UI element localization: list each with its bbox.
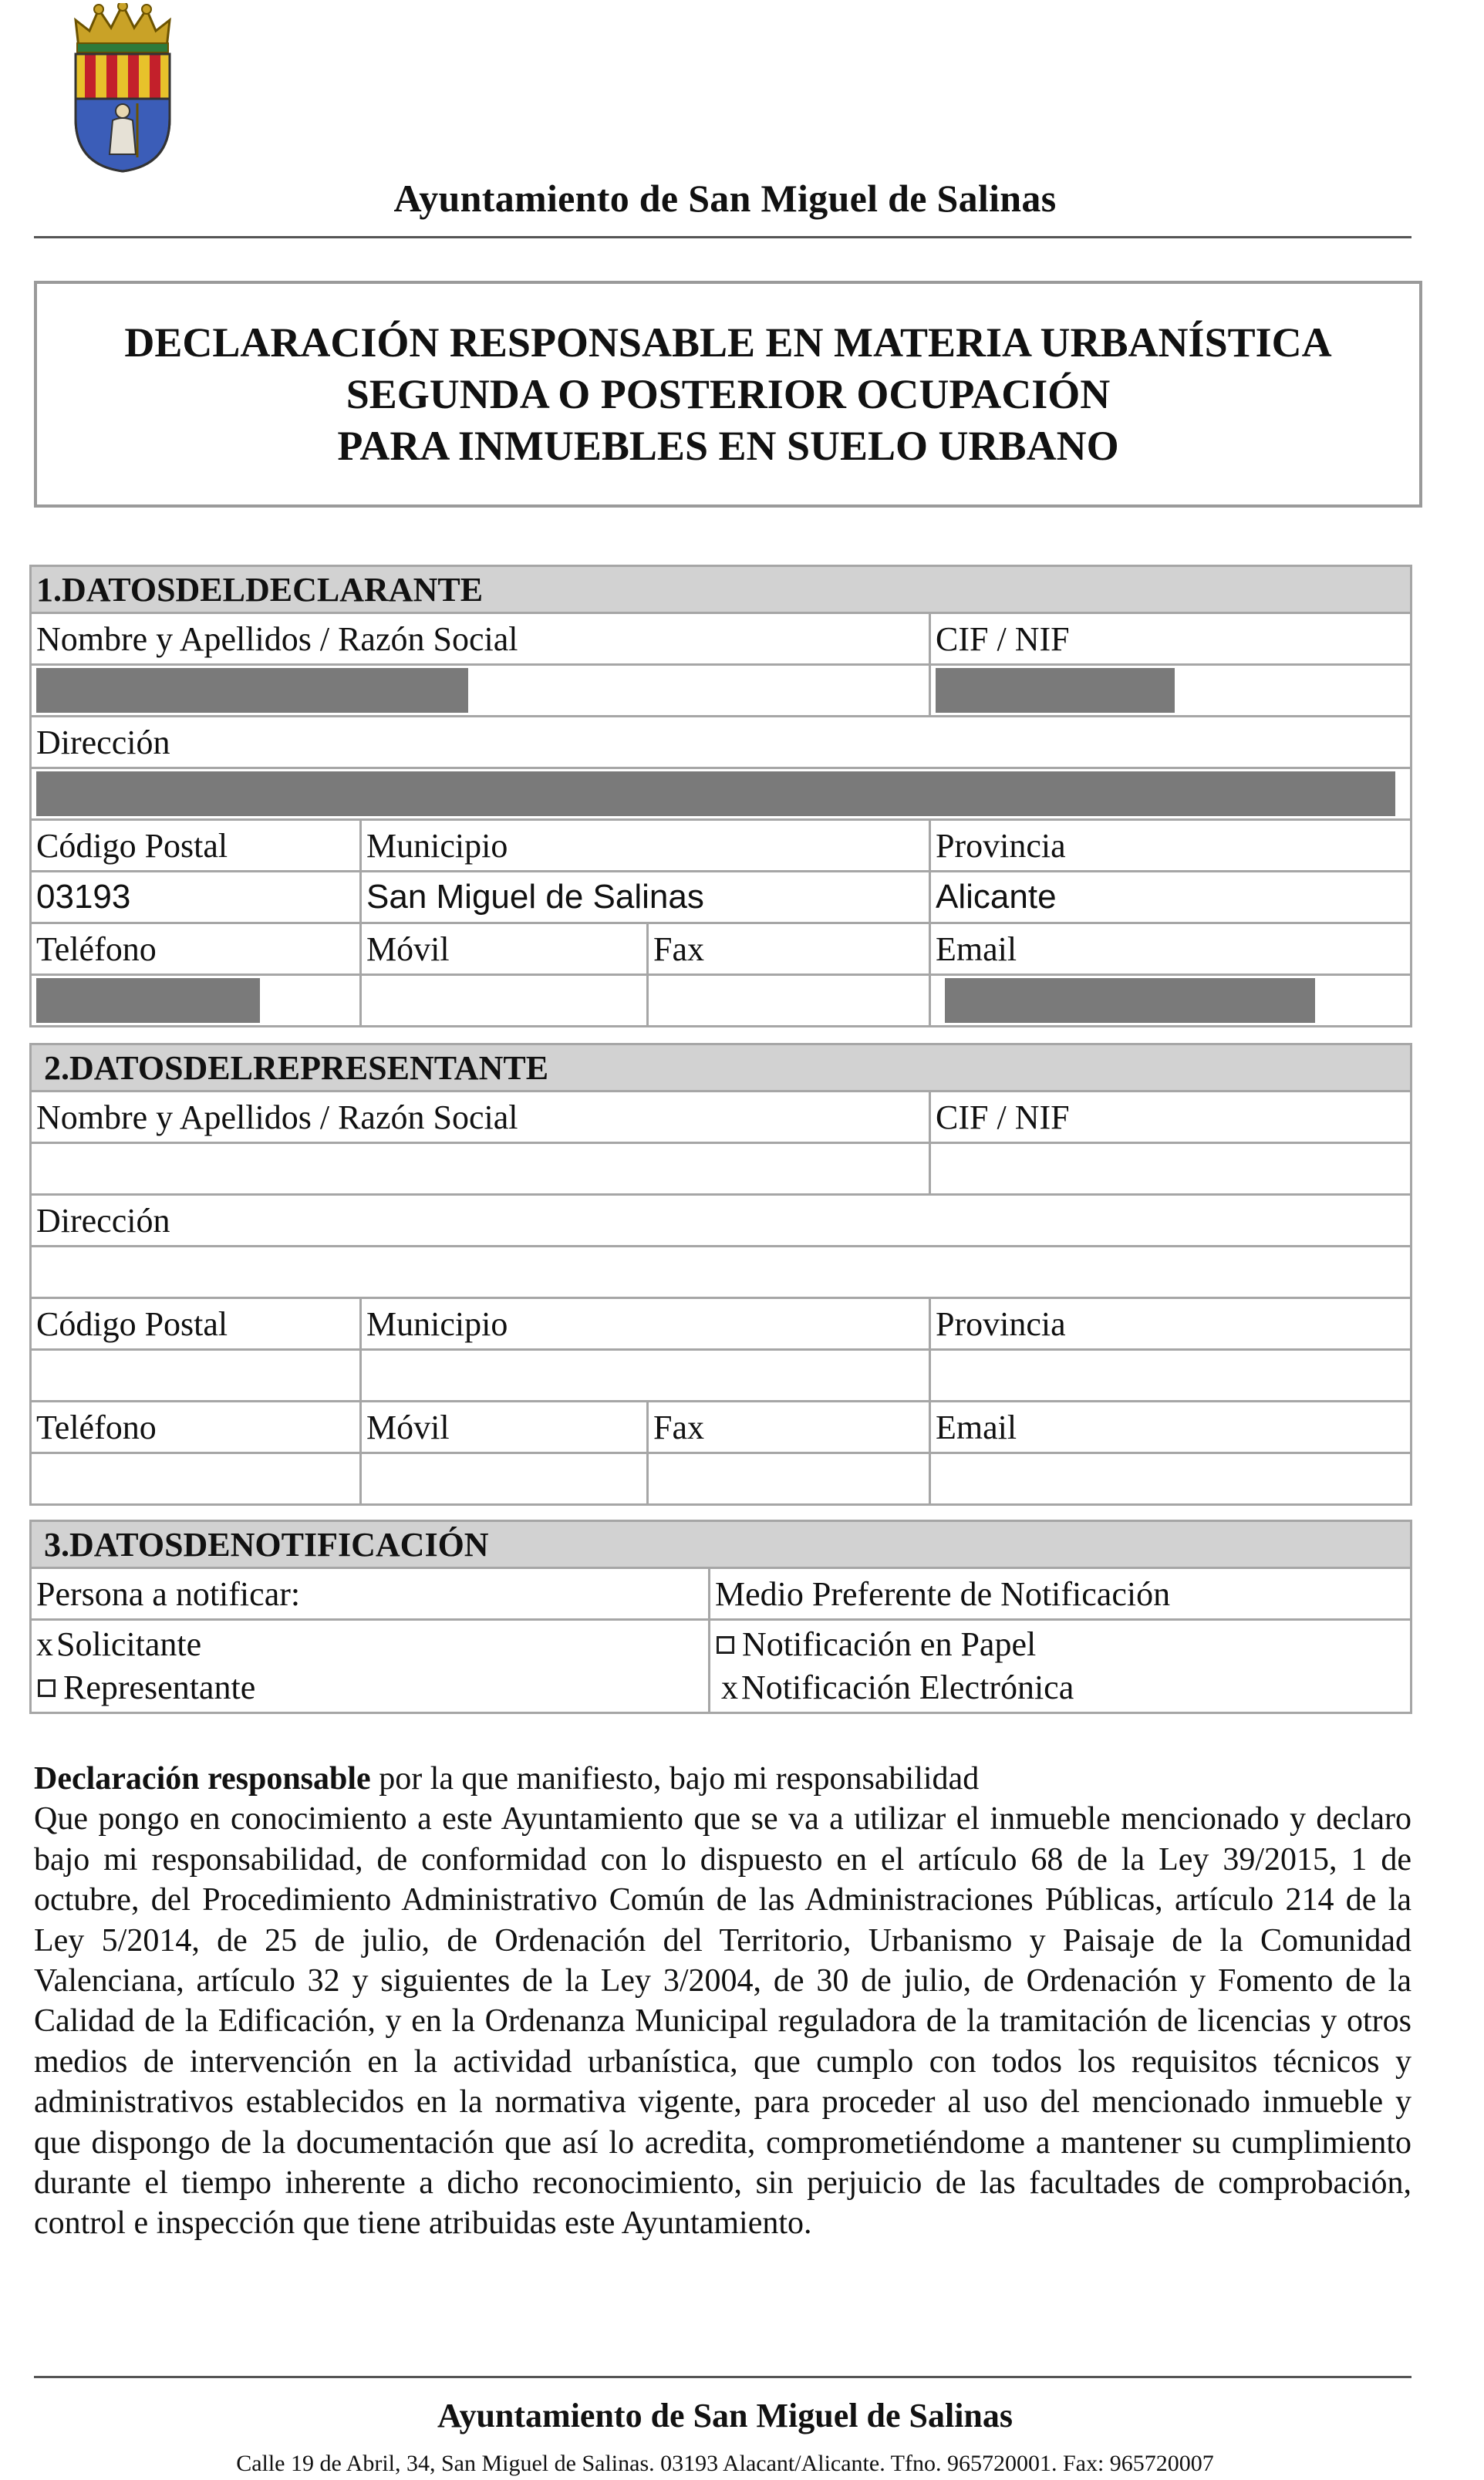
checkbox-icon <box>717 1636 734 1654</box>
declarant-cif-field[interactable] <box>930 665 1411 717</box>
declarant-mobile-field[interactable] <box>361 975 648 1027</box>
redacted-phone <box>36 978 260 1023</box>
declarant-postal-code-label: Código Postal <box>31 820 361 872</box>
declarant-address-label: Dirección <box>31 717 1411 768</box>
footer-title: Ayuntamiento de San Miguel de Salinas <box>437 2397 1014 2434</box>
checked-mark: x <box>721 1669 738 1706</box>
form-title-box <box>34 281 1422 508</box>
redacted-email <box>945 978 1315 1023</box>
representative-cif-field[interactable] <box>930 1143 1411 1195</box>
redacted-name <box>36 668 468 713</box>
person-options <box>31 1620 710 1713</box>
person-to-notify-label: Persona a notificar: <box>31 1568 710 1620</box>
declarant-email-field[interactable] <box>930 975 1411 1027</box>
declarant-cif-label: CIF / NIF <box>930 613 1411 665</box>
declarant-email-label: Email <box>930 923 1411 975</box>
representative-fax-label: Fax <box>648 1402 930 1453</box>
footer-address: Calle 19 de Abril, 34, San Miguel de Salinas. 03193 Alacant/Alicante. Tfno. 965720001. Fax: 965720007 <box>236 2451 1214 2476</box>
notification-section-title: 3.DATOSDENOTIFICACIÓN <box>31 1521 1411 1568</box>
checkbox-icon <box>38 1679 56 1697</box>
declarant-province-field[interactable]: Alicante <box>930 872 1411 923</box>
declaration-heading: Declaración responsable por la que manifiesto, bajo mi responsabilidad <box>34 1761 980 1797</box>
header-divider <box>34 236 1411 238</box>
town-coat-of-arms-icon <box>68 3 177 174</box>
form-title-line-3: PARA INMUEBLES EN SUELO URBANO <box>337 422 1119 469</box>
declarant-phone-field[interactable] <box>31 975 361 1027</box>
option-solicitante[interactable]: xSolicitante <box>36 1623 705 1666</box>
representative-mobile-field[interactable] <box>361 1453 648 1505</box>
checked-mark: x <box>36 1625 53 1663</box>
form-title-line-1: DECLARACIÓN RESPONSABLE EN MATERIA URBANÍSTICA <box>124 319 1332 366</box>
declarant-province-label: Provincia <box>930 820 1411 872</box>
declarant-section-title: 1.DATOSDELDECLARANTE <box>31 566 1411 613</box>
form-title-line-2: SEGUNDA O POSTERIOR OCUPACIÓN <box>346 370 1111 417</box>
representative-municipality-field[interactable] <box>361 1350 930 1402</box>
declarant-municipality-label: Municipio <box>361 820 930 872</box>
declarant-section <box>29 565 1412 1027</box>
notification-medium-label: Medio Preferente de Notificación <box>710 1568 1411 1620</box>
representative-email-field[interactable] <box>930 1453 1411 1505</box>
footer-divider <box>34 2376 1411 2378</box>
representative-name-label: Nombre y Apellidos / Razón Social <box>31 1092 930 1143</box>
representative-section <box>29 1043 1412 1506</box>
representative-postal-code-field[interactable] <box>31 1350 361 1402</box>
option-notificacion-papel[interactable]: Notificación en Papel <box>715 1623 1407 1666</box>
representative-phone-field[interactable] <box>31 1453 361 1505</box>
representative-section-title: 2.DATOSDELREPRESENTANTE <box>31 1044 1411 1092</box>
redacted-cif <box>936 668 1175 713</box>
header-title: Ayuntamiento de San Miguel de Salinas <box>393 177 1057 220</box>
declaration-text <box>34 1759 1411 2244</box>
representative-fax-field[interactable] <box>648 1453 930 1505</box>
declarant-mobile-label: Móvil <box>361 923 648 975</box>
representative-municipality-label: Municipio <box>361 1298 930 1350</box>
redacted-address <box>36 771 1395 816</box>
representative-address-label: Dirección <box>31 1195 1411 1247</box>
representative-postal-code-label: Código Postal <box>31 1298 361 1350</box>
representative-phone-label: Teléfono <box>31 1402 361 1453</box>
representative-province-field[interactable] <box>930 1350 1411 1402</box>
option-representante[interactable]: Representante <box>36 1666 705 1709</box>
declaration-body: Que pongo en conocimiento a este Ayuntamiento que se va a utilizar el inmueble mencionado y declaro bajo mi responsabilidad, de conformidad con lo dispuesto en el artículo 68 de la Ley 39/2015, 1 de octubre, del Procedimiento Administrativo Común de las Administraciones Públicas, artículo 214 de la Ley 5/2014, de 25 de julio, de Ordenación del Territorio, Urbanismo y Paisaje de la Comunidad Valenciana, artículo 32 y siguientes de la Ley 3/2004, de 30 de julio, de Ordenación y Fomento de la Calidad de la Edificación, y en la Ordenanza Municipal reguladora de la tramitación de licencias y otros medios de intervención en la actividad urbanística, que cumplo con todos los requisitos técnicos y administrativos establecidos en la normativa vigente, para proceder al uso del mencionado inmueble y que dispongo de la documentación que así lo acredita, comprometiéndome a mantener su cumplimiento durante el tiempo inherente a dicho reconocimiento, sin perjuicio de las facultades de comprobación, control e inspección que tiene atribuidas este Ayuntamiento. <box>34 1801 1411 2242</box>
declarant-phone-label: Teléfono <box>31 923 361 975</box>
declarant-municipality-field[interactable]: San Miguel de Salinas <box>361 872 930 923</box>
representative-cif-label: CIF / NIF <box>930 1092 1411 1143</box>
representative-email-label: Email <box>930 1402 1411 1453</box>
notification-section <box>29 1520 1412 1714</box>
declarant-name-field[interactable] <box>31 665 930 717</box>
declarant-name-label: Nombre y Apellidos / Razón Social <box>31 613 930 665</box>
representative-mobile-label: Móvil <box>361 1402 648 1453</box>
option-notificacion-electronica[interactable]: xNotificación Electrónica <box>715 1666 1407 1709</box>
declarant-fax-label: Fax <box>648 923 930 975</box>
representative-address-field[interactable] <box>31 1247 1411 1298</box>
declarant-fax-field[interactable] <box>648 975 930 1027</box>
representative-name-field[interactable] <box>31 1143 930 1195</box>
declarant-postal-code-field[interactable]: 03193 <box>31 872 361 923</box>
representative-province-label: Provincia <box>930 1298 1411 1350</box>
declarant-address-field[interactable] <box>31 768 1411 820</box>
medium-options <box>710 1620 1411 1713</box>
